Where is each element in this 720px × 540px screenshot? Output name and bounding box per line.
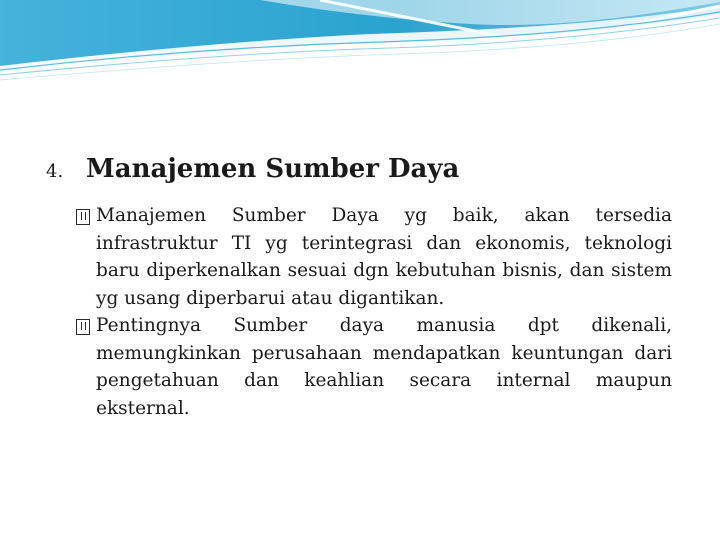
bullet-item — [76, 312, 672, 422]
bullet-text: Manajemen Sumber Daya yg baik, akan tersedia infrastruktur TI yg terintegrasi dan ekonomis, teknologi baru diperkenalkan sesuai dgn kebutuhan bisnis, dan sistem yg usang diperbarui atau digantikan. — [96, 205, 672, 309]
missing-glyph-box-icon — [76, 209, 90, 225]
slide-title — [46, 154, 459, 184]
header-wave-decoration — [0, 0, 720, 90]
title-text: Manajemen Sumber Daya — [86, 154, 460, 184]
bullet-item — [76, 202, 672, 312]
section-number: 4. — [46, 161, 64, 182]
missing-glyph-box-icon — [76, 319, 90, 335]
bullet-text: Pentingnya Sumber daya manusia dpt dikenali, memungkinkan perusahaan mendapatkan keuntungan dari pengetahuan dan keahlian secara internal maupun eksternal. — [96, 315, 672, 419]
bullet-list — [76, 202, 672, 422]
